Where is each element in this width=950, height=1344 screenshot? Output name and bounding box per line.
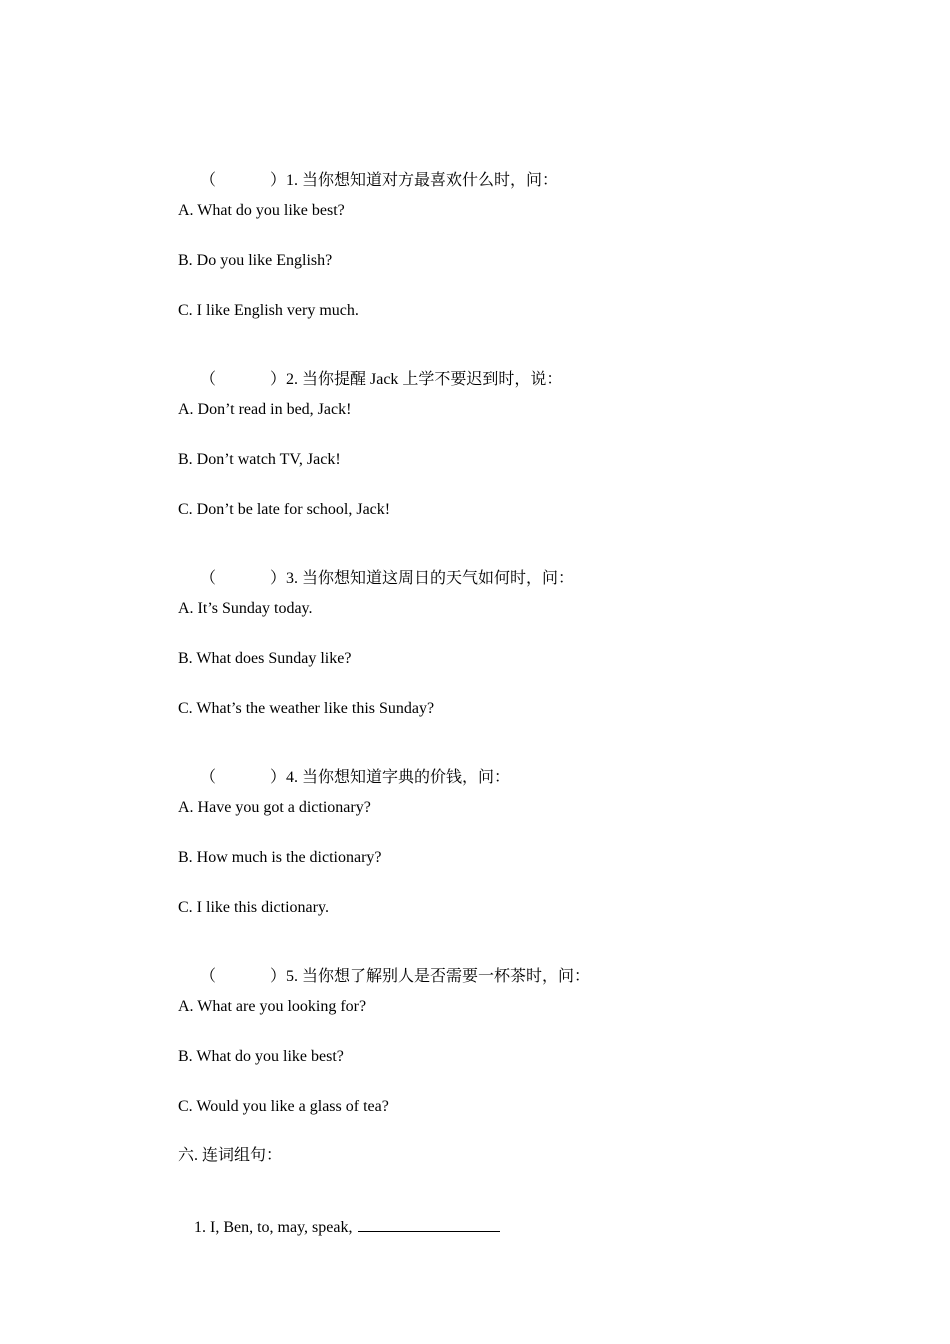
- question-5-option-a: A. What are you looking for?: [178, 998, 367, 1015]
- question-text: ）4. 当你想知道字典的价钱，问：: [270, 769, 511, 786]
- question-2-option-a: A. Don’t read in bed, Jack!: [178, 401, 352, 418]
- question-1-option-c: C. I like English very much.: [178, 302, 359, 319]
- question-2-option-b: B. Don’t watch TV, Jack!: [178, 451, 341, 468]
- section-6-heading: 六. 连词组句：: [178, 1147, 283, 1164]
- question-3-option-c: C. What’s the weather like this Sunday?: [178, 700, 435, 717]
- question-3-option-a: A. It’s Sunday today.: [178, 600, 313, 617]
- question-text: ）3. 当你想知道这周日的天气如何时，问：: [270, 570, 575, 587]
- question-text: ）1. 当你想知道对方最喜欢什么时，问：: [270, 172, 559, 189]
- question-3-option-b: B. What does Sunday like?: [178, 650, 352, 667]
- answer-paren-open: （: [200, 172, 217, 189]
- item-1-words: 1. I, Ben, to, may, speak,: [194, 1219, 357, 1236]
- answer-paren-open: （: [200, 769, 217, 786]
- answer-paren-open: （: [200, 570, 217, 587]
- question-text: ）5. 当你想了解别人是否需要一杯茶时，问：: [270, 968, 591, 985]
- question-5-option-b: B. What do you like best?: [178, 1048, 344, 1065]
- answer-blank-line[interactable]: [358, 1217, 500, 1232]
- question-4-option-b: B. How much is the dictionary?: [178, 849, 382, 866]
- question-1-option-a: A. What do you like best?: [178, 202, 345, 219]
- question-text: ）2. 当你提醒 Jack 上学不要迟到时，说：: [270, 371, 563, 388]
- question-2-option-c: C. Don’t be late for school, Jack!: [178, 501, 391, 518]
- answer-paren-open: （: [200, 968, 217, 985]
- answer-paren-open: （: [200, 371, 217, 388]
- section-6-item-1: [178, 1197, 500, 1258]
- question-5-option-c: C. Would you like a glass of tea?: [178, 1098, 389, 1115]
- question-4-option-c: C. I like this dictionary.: [178, 899, 329, 916]
- question-4-option-a: A. Have you got a dictionary?: [178, 799, 371, 816]
- question-1-option-b: B. Do you like English?: [178, 252, 333, 269]
